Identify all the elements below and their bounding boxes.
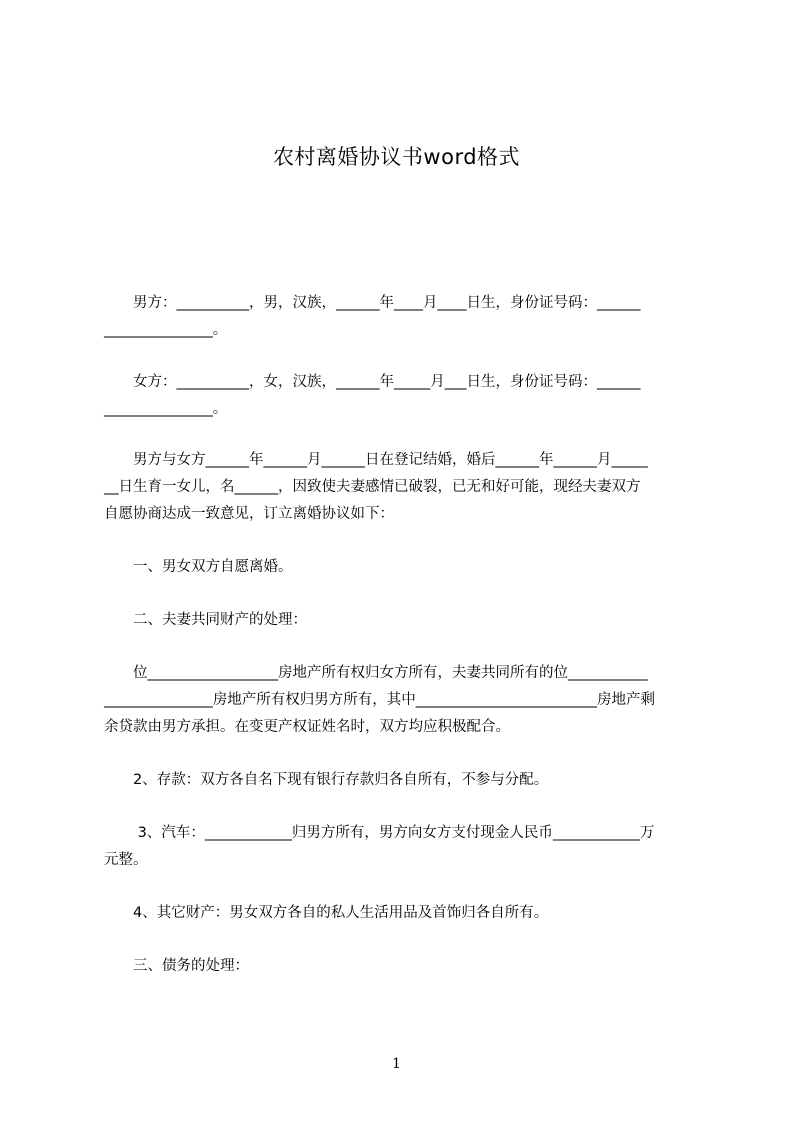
marriage-intro-line-1: 男方与女方______年______月______日在登记结婚，婚后______年______月_____ (104, 452, 648, 468)
male-party-line-1: 男方：__________，男，汉族，______年____月____日生，身份证号码：______ (104, 295, 641, 311)
car-line-2: 元整。 (104, 852, 148, 868)
real-estate-paragraph (104, 660, 700, 741)
female-party-line-2: _______________。 (104, 401, 228, 417)
car-paragraph (104, 820, 700, 874)
male-party-line-2: _______________。 (104, 322, 228, 338)
male-party-paragraph (104, 290, 700, 344)
real-estate-line-3: 余贷款由男方承担。在变更产权证姓名时，双方均应积极配合。 (104, 719, 510, 735)
clause-3-heading (104, 953, 700, 980)
page-number: 1 (392, 1056, 401, 1072)
document-title: 农村离婚协议书word格式 (272, 145, 521, 169)
real-estate-line-1: 位__________________房地产所有权归女方所有，夫妻共同所有的位___________ (104, 665, 648, 681)
female-party-paragraph (104, 369, 700, 423)
savings-text: 2、存款：双方各自名下现有银行存款归各自所有，不参与分配。 (104, 772, 549, 788)
other-property-paragraph (104, 900, 700, 927)
clause-3-text: 三、债务的处理： (104, 958, 249, 974)
clause-1-heading (104, 554, 700, 581)
marriage-intro-line-2: __日生育一女儿，名______，因致使夫妻感情已破裂，已无和好可能，现经夫妻双方 (104, 479, 641, 495)
clause-2-heading (104, 607, 700, 634)
real-estate-line-2: _______________房地产所有权归男方所有，其中_________________________房地产剩 (104, 692, 655, 708)
clause-2-text: 二、夫妻共同财产的处理： (104, 612, 307, 628)
car-line-1: 3、汽车：____________归男方所有，男方向女方支付现金人民币____________万 (104, 825, 655, 841)
marriage-intro-paragraph (104, 447, 700, 528)
marriage-intro-line-3: 自愿协商达成一致意见，订立离婚协议如下： (104, 506, 394, 522)
female-party-line-1: 女方：__________，女，汉族，______年_____月___日生，身份证号码：______ (104, 374, 641, 390)
clause-1-text: 一、男女双方自愿离婚。 (104, 559, 293, 575)
other-property-text: 4、其它财产：男女双方各自的私人生活用品及首饰归各自所有。 (104, 905, 549, 921)
savings-paragraph (104, 767, 700, 794)
